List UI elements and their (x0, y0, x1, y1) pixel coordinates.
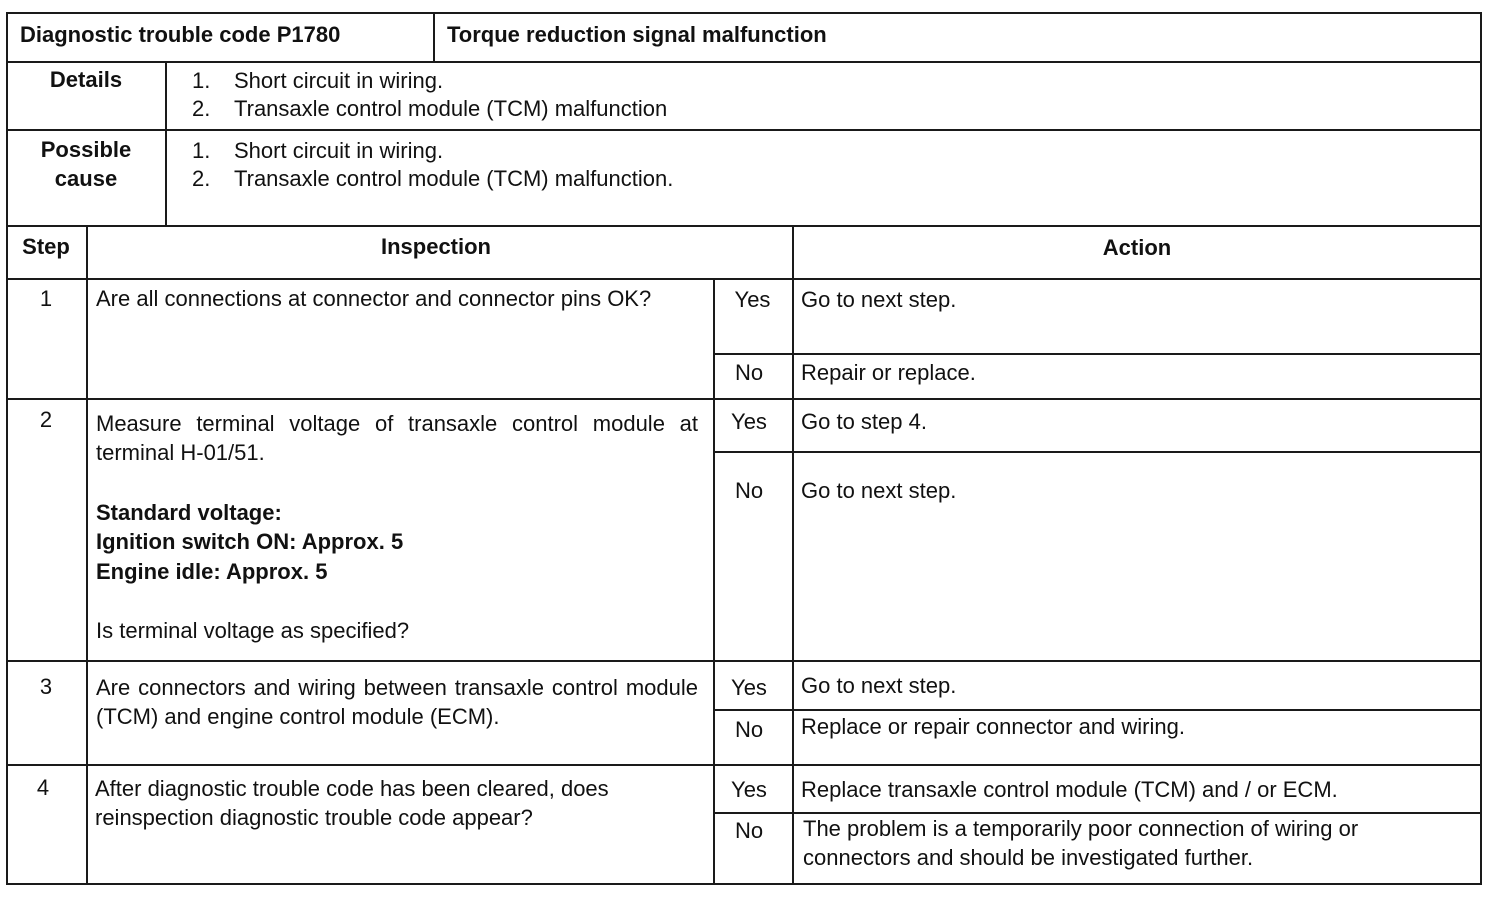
cause-item-number: 2. (192, 166, 211, 191)
cause-item: Short circuit in wiring. (234, 138, 444, 163)
inspection-text: After diagnostic trouble code has been cleared, does reinspection diagnostic trouble code appear? (95, 776, 609, 830)
no-label: No (734, 478, 764, 503)
details-item-number: 2. (192, 96, 211, 121)
row-divider (6, 764, 1482, 766)
no-action: Go to next step. (801, 478, 957, 503)
column-header-inspection: Inspection (380, 234, 491, 259)
spec-title: Standard voltage: (96, 500, 282, 525)
dtc-code-label: Diagnostic trouble code P1780 (20, 22, 341, 47)
row-divider (6, 278, 1482, 280)
row-divider (6, 660, 1482, 662)
yes-label: Yes (734, 287, 771, 312)
step-number: 3 (39, 674, 53, 699)
column-divider (792, 225, 794, 885)
no-label: No (734, 717, 764, 742)
yes-no-divider (713, 451, 1482, 453)
yes-label: Yes (731, 409, 767, 434)
spec-line: Engine idle: Approx. 5 (96, 559, 328, 584)
step-number: 2 (39, 407, 53, 432)
inspection-text: Are all connections at connector and connector pins OK? (96, 286, 652, 311)
yes-action: Go to next step. (801, 287, 957, 312)
details-item-number: 1. (192, 68, 211, 93)
row-divider (6, 225, 1482, 227)
possible-cause-label: cause (54, 166, 118, 191)
yes-action: Replace transaxle control module (TCM) and / or ECM. (801, 777, 1338, 802)
no-label: No (734, 360, 764, 385)
row-divider (6, 129, 1482, 131)
column-header-action: Action (1102, 235, 1172, 260)
no-action: The problem is a temporarily poor connection of wiring or connectors and should be investigated further. (803, 816, 1359, 870)
details-item: Transaxle control module (TCM) malfunction (234, 96, 668, 121)
inspection-question: Is terminal voltage as specified? (96, 618, 410, 643)
dtc-title: Torque reduction signal malfunction (447, 22, 827, 47)
cause-item: Transaxle control module (TCM) malfunction. (234, 166, 674, 191)
column-divider (86, 225, 88, 885)
yes-label: Yes (731, 675, 767, 700)
yes-action: Go to next step. (801, 673, 957, 698)
inspection-text: Are connectors and wiring between transaxle control module (TCM) and engine control module (ECM). (96, 675, 698, 729)
row-divider (6, 61, 1482, 63)
inspection-text: Measure terminal voltage of transaxle control module at terminal H-01/51. (96, 411, 698, 465)
details-item: Short circuit in wiring. (234, 68, 444, 93)
yes-no-divider (713, 709, 1482, 711)
yes-no-divider (713, 353, 1482, 355)
yes-label: Yes (731, 777, 767, 802)
step-number: 1 (39, 286, 53, 311)
details-label: Details (49, 67, 123, 92)
no-action: Replace or repair connector and wiring. (801, 714, 1185, 739)
no-action: Repair or replace. (801, 360, 976, 385)
no-label: No (734, 818, 764, 843)
column-header-step: Step (22, 234, 70, 259)
row-divider (6, 398, 1482, 400)
possible-cause-label: Possible (40, 137, 132, 162)
yes-action: Go to step 4. (801, 409, 927, 434)
spec-line: Ignition switch ON: Approx. 5 (96, 529, 404, 554)
cause-item-number: 1. (192, 138, 211, 163)
column-divider (433, 12, 435, 62)
step-number: 4 (36, 775, 50, 800)
